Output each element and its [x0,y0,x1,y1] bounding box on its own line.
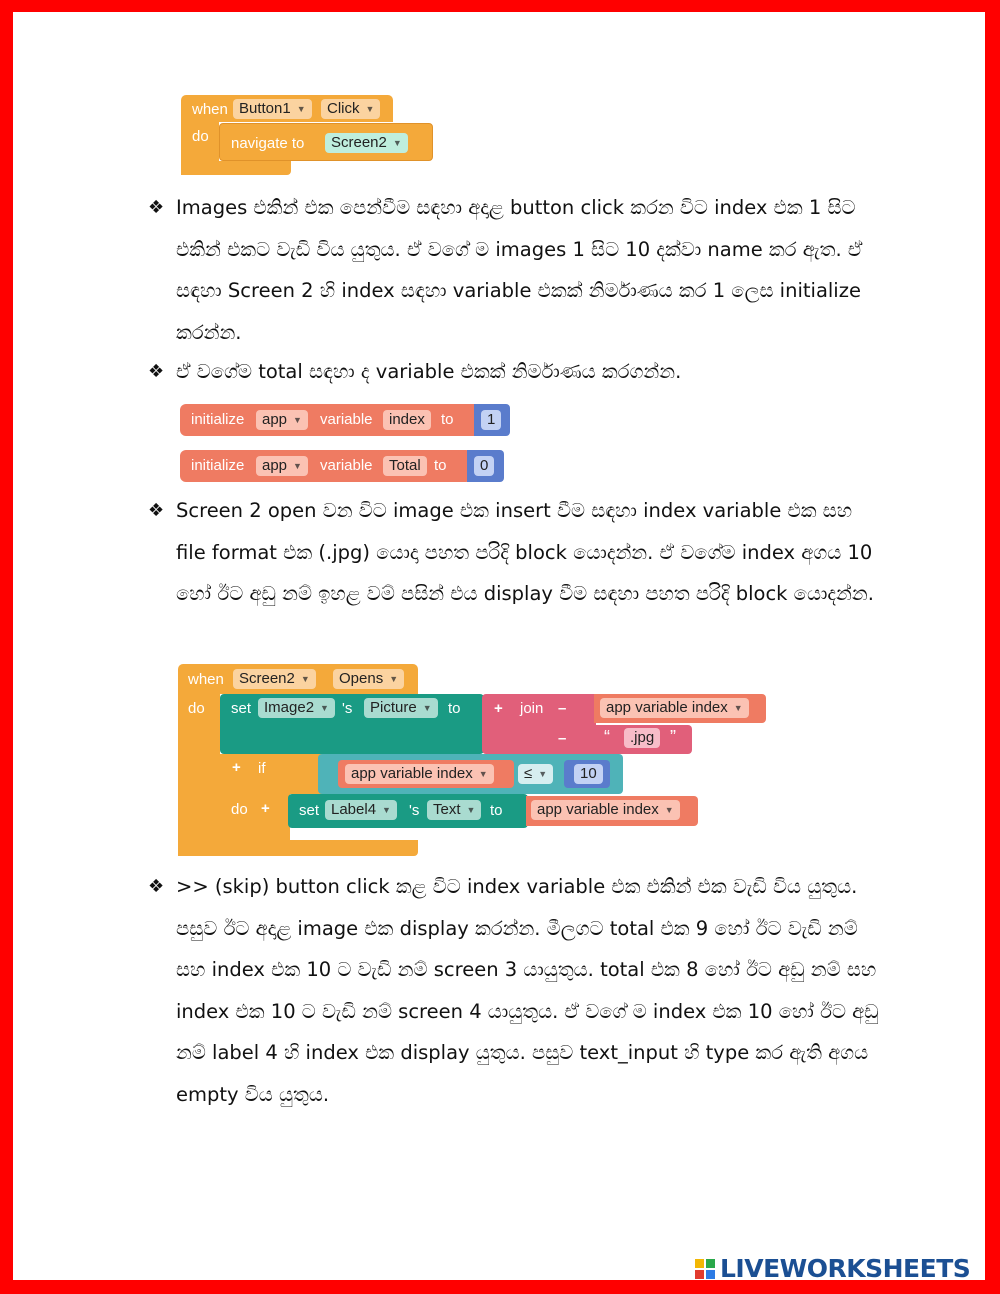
screen-dropdown[interactable] [325,133,408,153]
screen-opens-event-block [178,664,778,856]
variable-keyword: variable [320,457,373,474]
minus-icon[interactable]: – [558,700,567,717]
instruction-item [148,866,888,1115]
chevron-down-icon: ▼ [293,461,302,471]
event-label: Opens [339,670,384,687]
target-component-dropdown[interactable] [258,698,335,718]
scope-dropdown[interactable] [256,410,308,430]
chevron-down-icon: ▼ [365,104,375,114]
limit-number-field[interactable]: 10 [574,764,603,784]
event-dropdown[interactable] [333,669,404,689]
bullet-icon: ❖ [148,197,165,218]
instruction-text: ඒ වගේම total සඳහා ද variable එකක් නිර්මාණය කරගන්න. [176,360,682,383]
set-keyword: set [231,700,252,717]
initialize-total-block [180,450,472,482]
chevron-down-icon: ▼ [382,805,391,815]
component-label: Screen2 [239,670,295,687]
variable-keyword: variable [320,411,373,428]
chevron-down-icon: ▼ [422,703,432,713]
to-keyword: to [434,457,447,474]
join-keyword: join [520,700,544,717]
open-quote: “ [604,727,610,747]
logo-mark-icon [694,1258,718,1282]
initialize-keyword: initialize [191,411,245,428]
variable-getter-label: app variable index [606,699,728,716]
possessive-text: 's [342,700,353,717]
target-label: Image2 [264,699,315,716]
do-keyword: do [231,801,248,818]
instruction-item [148,187,888,353]
when-keyword: when [192,101,228,118]
chevron-down-icon: ▼ [733,703,743,713]
number-field[interactable]: 0 [474,456,494,476]
do-keyword: do [188,700,205,717]
if-keyword: if [258,760,266,777]
bullet-icon: ❖ [148,500,165,521]
possessive-text: 's [409,802,420,819]
initialize-index-block [180,404,480,436]
variable-name-field[interactable]: index [383,410,431,430]
instruction-item [148,490,888,615]
variable-getter-dropdown[interactable] [345,764,494,784]
to-keyword: to [441,411,454,428]
screen-label: Screen2 [331,134,387,151]
chevron-down-icon: ▼ [664,805,674,815]
chevron-down-icon: ▼ [389,674,399,684]
instruction-text: Screen 2 open වන විට image එක insert වීම සඳහා index variable එක සහ file format එක (.jpg) යොදා පහත පරිදි block යොදන්න. ඒ වගේම index අගය 10 හෝ ඊට අඩු නම් ඉහළ වම් පසින් එය display වීම සඳහා පහත පරිදි block යොදන්න. [176,499,874,605]
chevron-down-icon: ▼ [466,805,476,815]
do-keyword: do [192,128,209,145]
number-field[interactable]: 1 [481,410,501,430]
minus-icon[interactable]: – [558,730,567,747]
variable-name-field[interactable]: Total [383,456,427,476]
property-dropdown[interactable] [427,800,481,820]
event-dropdown[interactable] [321,99,380,119]
scope-label: app [262,411,288,428]
variable-getter-label: app variable index [537,801,659,818]
chevron-down-icon: ▼ [320,703,329,713]
property-label: Text [433,801,461,818]
logo-wordmark: LIVEWORKSHEETS [720,1254,971,1283]
chevron-down-icon: ▼ [478,769,488,779]
button-click-event-block [181,95,421,175]
variable-getter-dropdown[interactable] [600,698,749,718]
component-dropdown[interactable] [233,99,312,119]
navigate-keyword: navigate to [231,135,305,152]
instruction-item [148,351,888,393]
component-dropdown[interactable] [233,669,316,689]
scope-dropdown[interactable] [256,456,308,476]
variable-getter-dropdown[interactable] [531,800,680,820]
chevron-down-icon: ▼ [296,104,306,114]
operator-label: ≤ [524,765,533,782]
chevron-down-icon: ▼ [392,138,402,148]
bullet-icon: ❖ [148,876,165,897]
operator-dropdown[interactable] [518,764,553,784]
target-label: Label4 [331,801,377,818]
property-dropdown[interactable] [364,698,438,718]
initialize-keyword: initialize [191,457,245,474]
chevron-down-icon: ▼ [300,674,310,684]
plus-icon[interactable]: + [261,800,270,817]
set-keyword: set [299,802,320,819]
number-block [474,404,510,436]
instruction-text: Images එකින් එක පෙන්වීම සඳහා අදාළ button click කරන විට index එක 1 සිට එකින් එකට වැඩි විය යුතුය. ඒ වගේ ම images 1 සිට 10 දක්වා name කර ඇත. ඒ සඳහා Screen 2 හි index සඳහා variable එකක් නිර්මාණය කර 1 ලෙස initialize කරන්න. [176,196,863,344]
plus-icon[interactable]: + [232,759,241,776]
scope-label: app [262,457,288,474]
jpg-text-field[interactable]: .jpg [624,728,660,748]
to-keyword: to [448,700,461,717]
component-label: Button1 [239,100,291,117]
event-label: Click [327,100,360,117]
plus-icon[interactable]: + [494,700,503,717]
property-label: Picture [370,699,417,716]
liveworksheets-logo [694,1254,970,1284]
bullet-icon: ❖ [148,361,165,382]
target-component-dropdown[interactable] [325,800,397,820]
instruction-text: >> (skip) button click කළ විට index variable එක එකින් එක වැඩි විය යුතුය. පසුව ඊට අදාළ image එක display කරන්න. මීලගට total එක 9 හෝ ඊට වැඩි නම් සහ index එක 10 ට වැඩි නම් screen 3 යායුතුය. total එක 8 හෝ ඊට අඩු නම් සහ index එක 10 ට වැඩි නම් screen 4 යායුතුය. ඒ වගේ ම index එක 10 හෝ ඊට අඩු නම් label 4 හි index එක display යුතුය. පසුව text_input හි type කර ඇති අගය empty විය යුතුය. [176,875,879,1106]
to-keyword: to [490,802,503,819]
when-keyword: when [188,671,224,688]
number-block [467,450,504,482]
close-quote: ” [670,727,676,747]
variable-getter-label: app variable index [351,765,473,782]
chevron-down-icon: ▼ [538,769,548,779]
chevron-down-icon: ▼ [293,415,302,425]
